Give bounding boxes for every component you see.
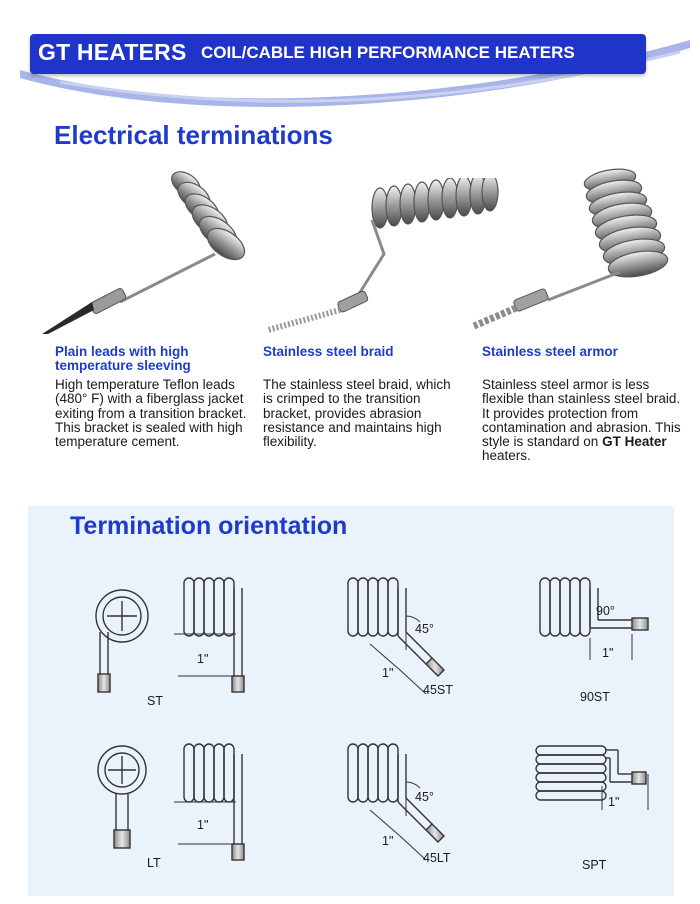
lt-side-view — [174, 744, 244, 860]
spt-label: SPT — [582, 858, 607, 872]
plain-leads-description: High temperature Teflon leads (480° F) with a fiberglass jacket exiting from a transition bracket. This bracket is sealed with high temperature cement. — [55, 377, 247, 450]
stainless-braid-description: The stainless steel braid, which is crimped to the transition bracket, provides abrasion resistance and maintains high flexibility. — [263, 377, 451, 450]
termination-diagrams — [28, 560, 674, 890]
90st-angle-label: 90° — [596, 604, 615, 618]
45st-dimension-label: 1" — [382, 666, 394, 680]
lt-end-view — [98, 746, 146, 848]
stainless-braid-title: Stainless steel braid — [263, 344, 394, 359]
stainless-braid-coil-photo — [262, 178, 502, 338]
st-dimension-label: 1" — [197, 652, 209, 666]
spt-side-view — [536, 746, 648, 810]
45st-angle-label: 45° — [415, 622, 434, 636]
lt-label: LT — [147, 856, 161, 870]
45lt-label: 45LT — [423, 851, 451, 865]
stainless-armor-coil-photo — [470, 160, 680, 335]
spt-dimension-label: 1" — [608, 795, 620, 809]
45st-side-view — [348, 578, 444, 694]
45lt-dimension-label: 1" — [382, 834, 394, 848]
90st-side-view — [540, 578, 648, 660]
header-subtitle: COIL/CABLE HIGH PERFORMANCE HEATERS — [201, 43, 575, 62]
90st-label: 90ST — [580, 690, 610, 704]
stainless-armor-title: Stainless steel armor — [482, 344, 618, 359]
st-label: ST — [147, 694, 163, 708]
45st-label: 45ST — [423, 683, 453, 697]
st-end-view — [96, 590, 148, 692]
90st-dimension-label: 1" — [602, 646, 614, 660]
header-brand: GT HEATERS — [38, 39, 187, 65]
lt-dimension-label: 1" — [197, 818, 209, 832]
stainless-armor-description: Stainless steel armor is less flexible than stainless steel braid. It provides protection from contamination and abrasion. This style is standard on GT Heater heaters. — [482, 377, 681, 464]
plain-leads-coil-photo — [40, 162, 260, 337]
45lt-angle-label: 45° — [415, 790, 434, 804]
termination-orientation-title: Termination orientation — [70, 512, 348, 540]
plain-leads-title: Plain leads with high temperature sleeving — [55, 344, 191, 373]
st-side-view — [174, 578, 244, 692]
electrical-terminations-title: Electrical terminations — [54, 120, 333, 150]
